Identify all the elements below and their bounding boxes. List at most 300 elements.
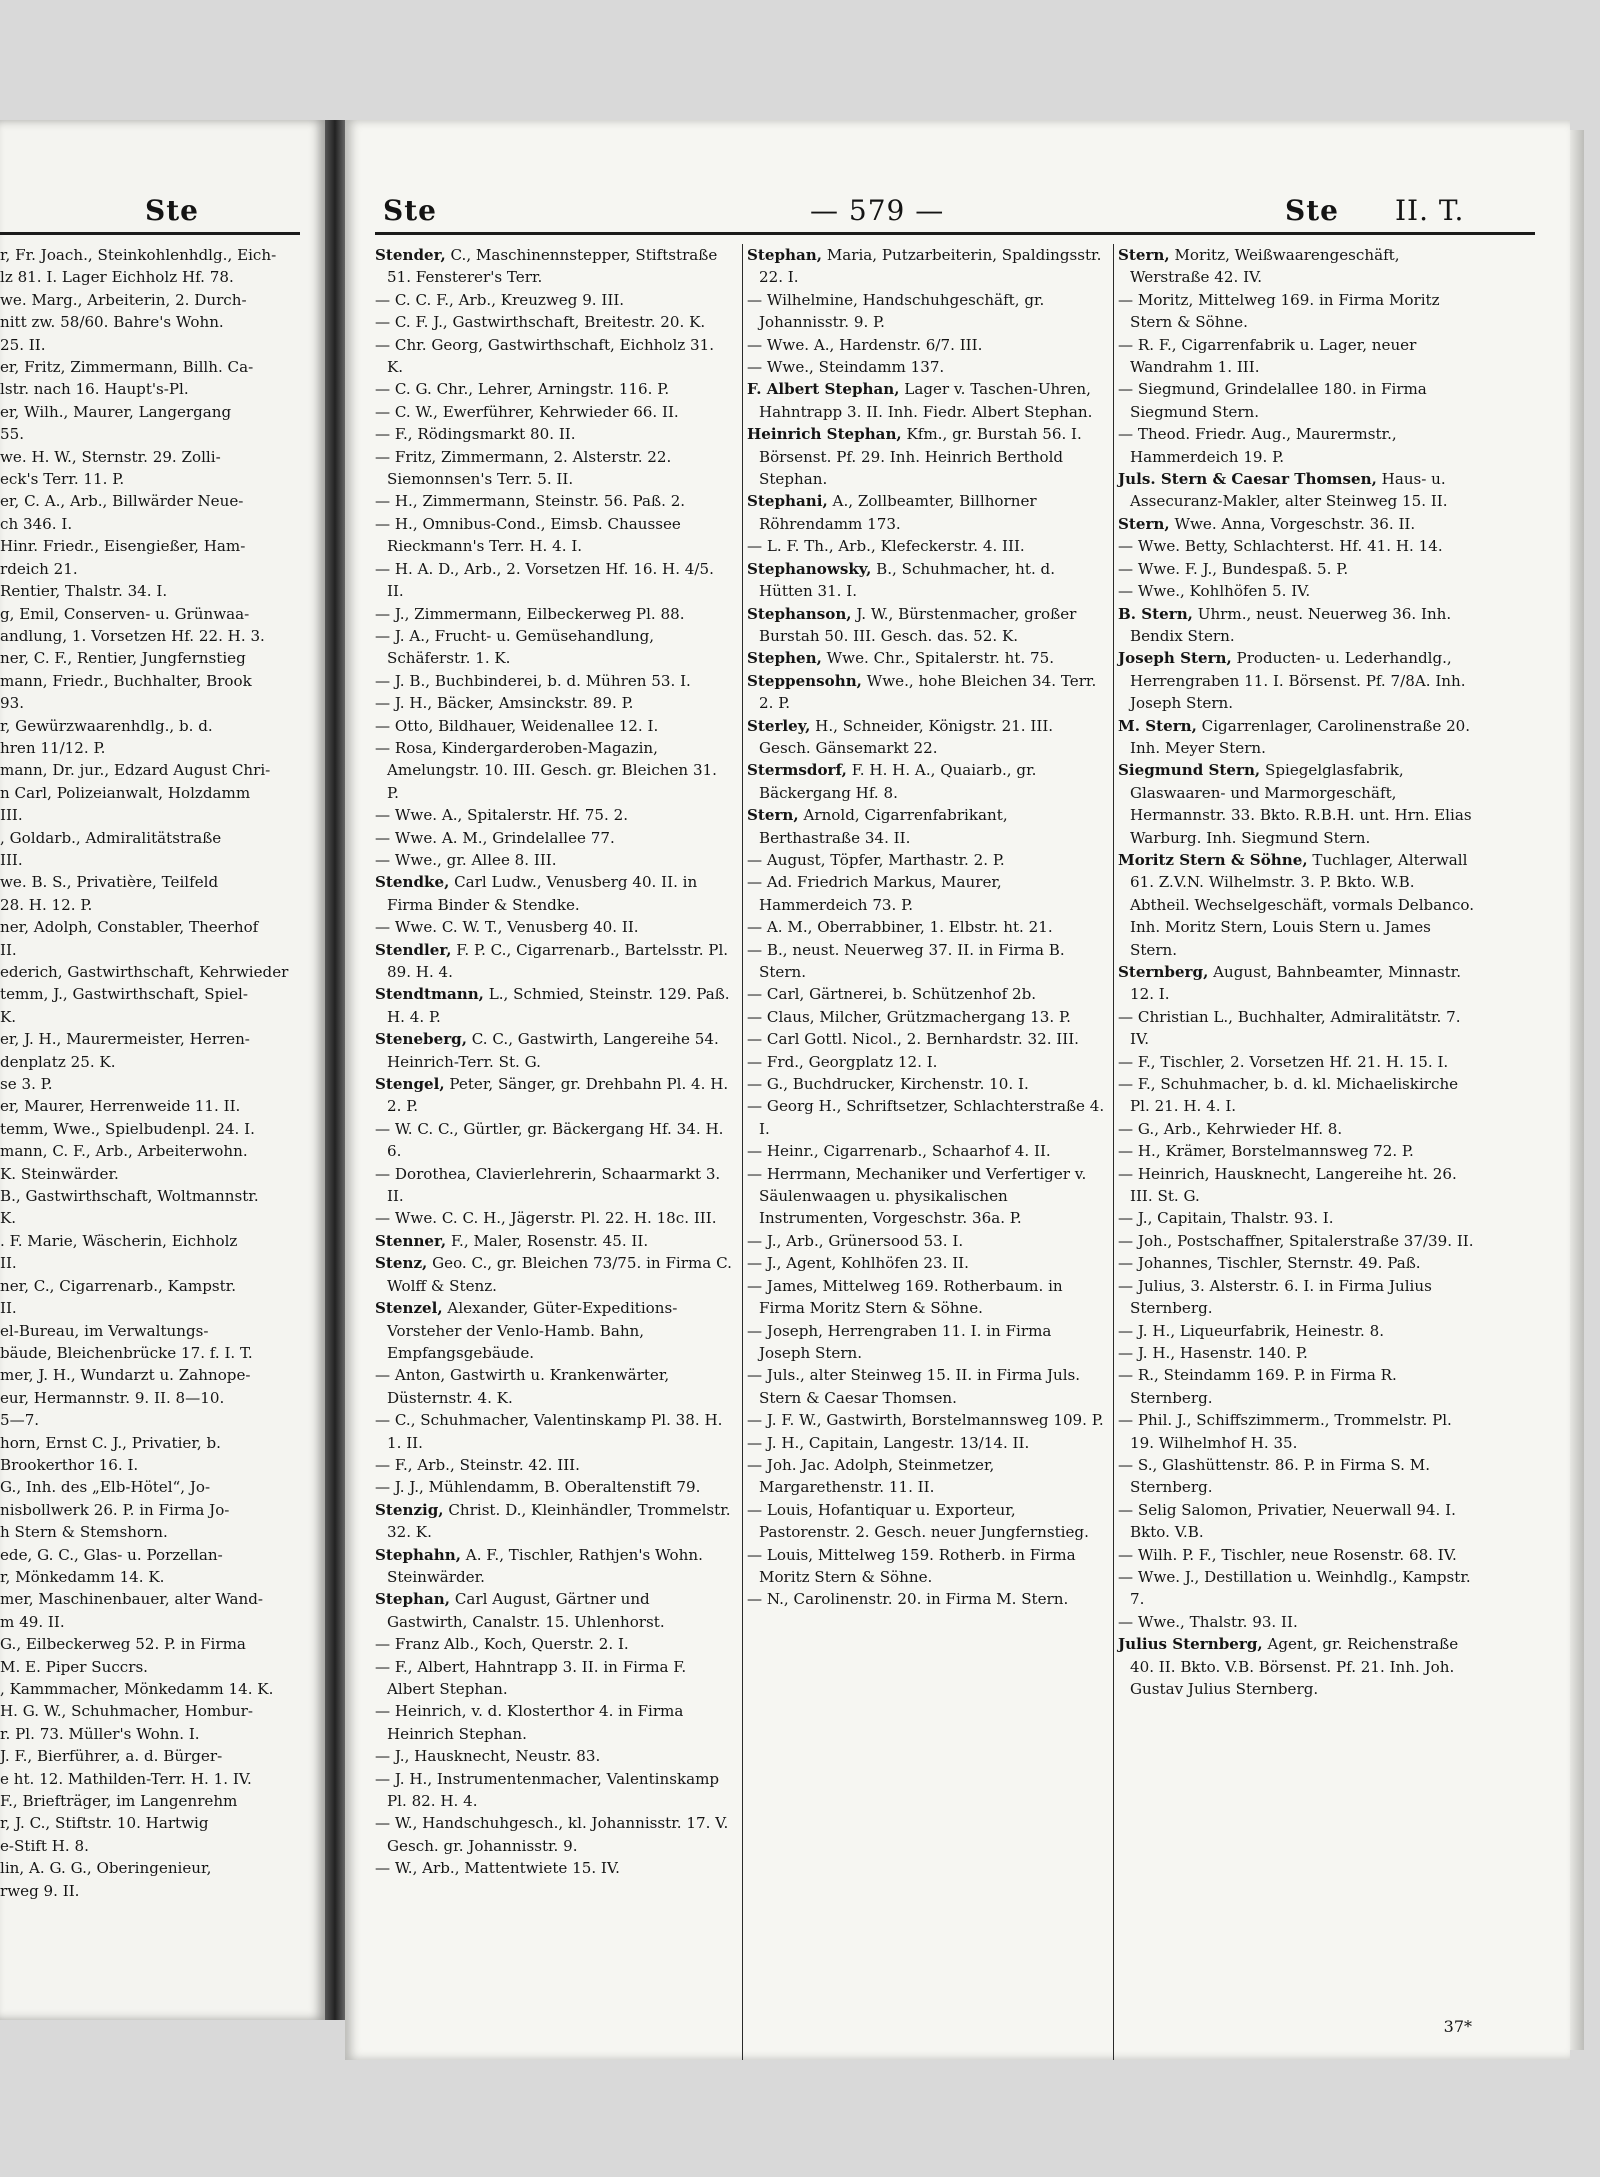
entry-name: Stenner, (375, 1231, 447, 1250)
entry-details: Carl Ludw., Venusberg 40. II. in Firma Binder & Stendke. (387, 873, 698, 914)
entry-details: — Wwe., Kohlhöfen 5. IV. (1118, 582, 1311, 601)
left-page-line: F., Briefträger, im Langenrehm (0, 1792, 238, 1811)
directory-entry (375, 1633, 733, 1655)
left-page-line: Rentier, Thalstr. 34. I. (0, 582, 168, 601)
left-page-line: III. (0, 850, 23, 869)
left-page-line: e-Stift H. 8. (0, 1836, 89, 1855)
directory-entry (1118, 1252, 1476, 1274)
directory-entry (375, 871, 733, 916)
left-page-line: e ht. 12. Mathilden-Terr. H. 1. IV. (0, 1769, 252, 1788)
directory-entry (1118, 378, 1476, 423)
directory-entry (747, 916, 1105, 938)
directory-entry (375, 446, 733, 491)
entry-details: — J. H., Hasenstr. 140. P. (1118, 1343, 1308, 1362)
directory-entry (1118, 580, 1476, 602)
left-page-line: K. (0, 1209, 17, 1228)
directory-entry (1118, 1454, 1476, 1499)
directory-entry (375, 1252, 733, 1297)
entry-details: — J. H., Bäcker, Amsinckstr. 89. P. (375, 694, 634, 713)
entry-name: Moritz Stern & Söhne, (1118, 850, 1308, 869)
left-page-line: ner, Adolph, Constabler, Theerhof (0, 918, 259, 937)
left-page-line: lstr. nach 16. Haupt's-Pl. (0, 380, 189, 399)
entry-name: F. Albert Stephan, (747, 380, 900, 399)
entry-details: — Wilhelmine, Handschuhgeschäft, gr. Johannisstr. 9. P. (747, 290, 1045, 332)
directory-entry (1118, 961, 1476, 1006)
entry-details: H., Schneider, Königstr. 21. III. Gesch. Gänsemarkt 22. (759, 716, 1054, 757)
book-gutter (325, 120, 345, 2020)
entry-details: — Wwe., Steindamm 137. (747, 358, 945, 377)
entry-name: Julius Sternberg, (1118, 1635, 1263, 1654)
entry-details: — F., Schuhmacher, b. d. kl. Michaeliskirche Pl. 21. H. 4. I. (1118, 1075, 1459, 1116)
directory-entry (375, 939, 733, 984)
directory-entry (375, 1207, 733, 1229)
left-page-line: we. Marg., Arbeiterin, 2. Durch- (0, 290, 247, 309)
left-page-line: er, J. H., Maurermeister, Herren- (0, 1030, 250, 1049)
entry-details: Wwe. Chr., Spitalerstr. ht. 75. (821, 649, 1055, 668)
left-header-rule (0, 232, 300, 235)
page-edge (1570, 130, 1584, 2050)
directory-entry (375, 1700, 733, 1745)
left-page-line: 28. H. 12. P. (0, 895, 93, 914)
entry-details: — Phil. J., Schiffszimmerm., Trommelstr. Pl. 19. Wilhelmhof H. 35. (1118, 1411, 1452, 1452)
directory-entry (1118, 1409, 1476, 1454)
entry-name: Stern, (1118, 514, 1170, 533)
entry-details: Geo. C., gr. Bleichen 73/75. in Firma C. Wolff & Stenz. (387, 1254, 732, 1295)
directory-entry (375, 490, 733, 512)
entry-details: — Dorothea, Clavierlehrerin, Schaarmarkt 3. II. (375, 1164, 721, 1206)
left-page-line: G., Eilbeckerweg 52. P. in Firma (0, 1635, 246, 1654)
entry-name: Stephanowsky, (747, 559, 872, 578)
directory-entry (375, 1409, 733, 1454)
left-page-line: hren 11/12. P. (0, 738, 106, 757)
entry-details: — J., Agent, Kohlhöfen 23. II. (747, 1254, 969, 1273)
directory-entry (375, 1812, 733, 1857)
entry-details: — G., Buchdrucker, Kirchenstr. 10. I. (747, 1075, 1029, 1094)
directory-entry (375, 289, 733, 311)
directory-entry (1118, 1230, 1476, 1252)
entry-details: Maria, Putzarbeiterin, Spaldingsstr. 22. I. (759, 246, 1102, 287)
directory-entry (1118, 513, 1476, 535)
entry-details: — C. C. F., Arb., Kreuzweg 9. III. (375, 290, 625, 309)
left-page-line: er, Fritz, Zimmermann, Billh. Ca- (0, 358, 254, 377)
entry-details: — Joh., Postschaffner, Spitalerstraße 37/39. II. (1118, 1231, 1474, 1250)
entry-details: — Wwe. J., Destillation u. Weinhdlg., Kampstr. 7. (1118, 1567, 1471, 1609)
directory-entry (375, 1745, 733, 1767)
directory-entry (1118, 244, 1476, 289)
left-page-line: Hinr. Friedr., Eisengießer, Ham- (0, 537, 246, 556)
entry-details: — J. B., Buchbinderei, b. d. Mühren 53. I. (375, 671, 691, 690)
entry-details: — Anton, Gastwirth u. Krankenwärter, Düsternstr. 4. K. (375, 1366, 670, 1407)
left-page-line: temm, Wwe., Spielbudenpl. 24. I. (0, 1119, 255, 1138)
entry-name: Stermsdorf, (747, 761, 847, 780)
entry-details: Moritz, Weißwaarengeschäft, Werstraße 42. IV. (1130, 246, 1400, 287)
entry-details: August, Bahnbeamter, Minnastr. 12. I. (1130, 963, 1462, 1004)
directory-entry (1118, 1633, 1476, 1700)
directory-entry (375, 311, 733, 333)
entry-details: Tuchlager, Alterwall 61. Z.V.N. Wilhelmstr. 3. P. Bkto. W.B. Abtheil. Wechselgeschäft, vormals Delbanco. Inh. Moritz Stern, Louis Stern u. James Stern. (1130, 850, 1475, 959)
left-page-line: ner, C., Cigarrenarb., Kampstr. (0, 1276, 237, 1295)
left-page-line: 5—7. (0, 1411, 40, 1430)
left-page-line: H. G. W., Schuhmacher, Hombur- (0, 1702, 253, 1721)
entry-details: — Chr. Georg, Gastwirthschaft, Eichholz 31. K. (375, 335, 715, 377)
left-page-line: mann, Dr. jur., Edzard August Chri- (0, 761, 271, 780)
entry-name: Stenz, (375, 1254, 428, 1273)
left-page-line: mer, J. H., Wundarzt u. Zahnope- (0, 1366, 251, 1385)
directory-entry (375, 558, 733, 603)
left-head: Ste (383, 194, 437, 227)
directory-entry (747, 1499, 1105, 1544)
entry-details: — Wilh. P. F., Tischler, neue Rosenstr. 68. IV. (1118, 1545, 1457, 1564)
entry-name: Stender, (375, 246, 446, 264)
left-page-line: r, Gewürzwaarenhdlg., b. d. (0, 716, 213, 735)
directory-entry (747, 1252, 1105, 1274)
entry-details: — Johannes, Tischler, Sternstr. 49. Paß. (1118, 1254, 1421, 1273)
entry-details: — J. J., Mühlendamm, B. Oberaltenstift 79. (375, 1478, 701, 1497)
directory-entry (375, 1857, 733, 1879)
directory-entry (747, 535, 1105, 557)
entry-details: C. C., Gastwirth, Langereihe 54. Heinrich-Terr. St. G. (387, 1030, 719, 1071)
left-running-head: Ste (145, 194, 199, 227)
entry-name: Sternberg, (1118, 963, 1209, 981)
directory-entry (747, 603, 1105, 648)
entry-name: Stendler, (375, 940, 452, 959)
right-page (345, 120, 1570, 2060)
entry-details: — Wwe. A. M., Grindelallee 77. (375, 828, 615, 847)
entry-name: Stephan, (375, 1590, 451, 1609)
directory-entry (747, 558, 1105, 603)
part-label: II. T. (1395, 194, 1465, 227)
directory-entry (747, 1364, 1105, 1409)
directory-entry (1118, 849, 1476, 961)
directory-entry (747, 871, 1105, 916)
entry-details: A., Zollbeamter, Billhorner Röhrendamm 173. (759, 492, 1037, 533)
entry-details: Kfm., gr. Burstah 56. I. Börsenst. Pf. 29. Inh. Heinrich Berthold Stephan. (759, 425, 1082, 489)
directory-entry (747, 490, 1105, 535)
directory-entry (375, 334, 733, 379)
left-page-line: we. B. S., Privatière, Teilfeld (0, 873, 219, 892)
entry-details: — F., Rödingsmarkt 80. II. (375, 425, 576, 444)
entry-details: — Heinrich, v. d. Klosterthor 4. in Firma Heinrich Stephan. (375, 1702, 684, 1743)
directory-entry (1118, 1499, 1476, 1544)
entry-name: Stendtmann, (375, 985, 484, 1004)
entry-details: — G., Arb., Kehrwieder Hf. 8. (1118, 1119, 1343, 1138)
entry-details: — F., Tischler, 2. Vorsetzen Hf. 21. H. 15. I. (1118, 1052, 1449, 1071)
entry-details: — Joseph, Herrengraben 11. I. in Firma Joseph Stern. (747, 1321, 1052, 1362)
directory-entry (375, 1768, 733, 1813)
left-page-line: h Stern & Stemshorn. (0, 1523, 168, 1542)
entry-details: — Georg H., Schriftsetzer, Schlachterstraße 4. I. (747, 1097, 1105, 1138)
left-page-line: J. F., Bierführer, a. d. Bürger- (0, 1747, 223, 1766)
directory-entry (375, 1454, 733, 1476)
entry-details: — J. H., Liqueurfabrik, Heinestr. 8. (1118, 1321, 1384, 1340)
entry-details: F. P. C., Cigarrenarb., Bartelsstr. Pl. 89. H. 4. (387, 940, 729, 981)
left-page-line: B., Gastwirthschaft, Woltmannstr. (0, 1187, 259, 1206)
entry-details: — James, Mittelweg 169. Rotherbaum. in Firma Moritz Stern & Söhne. (747, 1276, 1063, 1318)
left-page-line: II. (0, 940, 17, 959)
entry-details: — Frd., Georgplatz 12. I. (747, 1052, 938, 1071)
entry-details: Cigarrenlager, Carolinenstraße 20. Inh. Meyer Stern. (1130, 716, 1471, 757)
directory-entry (747, 715, 1105, 760)
directory-entry (747, 647, 1105, 669)
entry-name: Stengel, (375, 1075, 445, 1094)
entry-name: Stenzig, (375, 1500, 444, 1519)
entry-details: — H., Omnibus-Cond., Eimsb. Chaussee Rieckmann's Terr. H. 4. I. (375, 514, 681, 556)
left-page-line: er, Wilh., Maurer, Langergang (0, 402, 232, 421)
directory-entry (375, 983, 733, 1028)
entry-details: — C., Schuhmacher, Valentinskamp Pl. 38. H. 1. II. (375, 1411, 723, 1452)
directory-entry (375, 1028, 733, 1073)
directory-entry (1118, 1544, 1476, 1566)
left-page-line: n Carl, Polizeianwalt, Holzdamm (0, 783, 251, 802)
entry-details: — Theod. Friedr. Aug., Maurermstr., Hammerdeich 19. P. (1118, 425, 1397, 466)
entry-name: Stendke, (375, 873, 450, 892)
directory-entry (1118, 1342, 1476, 1364)
directory-entry (375, 603, 733, 625)
entry-details: — H., Krämer, Borstelmannsweg 72. P. (1118, 1142, 1414, 1161)
left-page-line: . F. Marie, Wäscherin, Eichholz (0, 1231, 238, 1250)
entry-details: — W. C. C., Gürtler, gr. Bäckergang Hf. 34. H. 6. (375, 1119, 724, 1161)
entry-name: Stephanson, (747, 604, 852, 623)
directory-entry (747, 289, 1105, 334)
left-page-line: nitt zw. 58/60. Bahre's Wohn. (0, 313, 224, 332)
entry-details: — F., Arb., Steinstr. 42. III. (375, 1455, 580, 1474)
entry-name: Steppensohn, (747, 671, 862, 690)
left-page-line: M. E. Piper Succrs. (0, 1657, 148, 1676)
directory-entry (1118, 603, 1476, 648)
entry-details: — J. A., Frucht- u. Gemüsehandlung, Schäferstr. 1. K. (375, 626, 655, 668)
directory-entry (747, 1454, 1105, 1499)
left-page-line: el-Bureau, im Verwaltungs- (0, 1321, 209, 1340)
directory-entry (375, 423, 733, 445)
directory-entry (375, 737, 733, 804)
directory-entry (1118, 334, 1476, 379)
directory-entry (375, 1544, 733, 1589)
left-page-line: lin, A. G. G., Oberingenieur, (0, 1859, 212, 1878)
left-page-line: mann, Friedr., Buchhalter, Brook (0, 671, 252, 690)
entry-name: Stephan, (747, 246, 823, 264)
entry-details: — Wwe., gr. Allee 8. III. (375, 850, 557, 869)
header-rule (375, 232, 1535, 235)
entry-name: Joseph Stern, (1118, 649, 1232, 668)
entry-details: Haus- u. Assecuranz-Makler, alter Steinweg 15. II. (1130, 470, 1448, 511)
entry-details: — A. M., Oberrabbiner, 1. Elbstr. ht. 21. (747, 918, 1053, 937)
left-page-line: er, C. A., Arb., Billwärder Neue- (0, 492, 244, 511)
directory-entry (747, 849, 1105, 871)
left-page-line: K. (0, 1007, 17, 1026)
entry-details: — Carl, Gärtnerei, b. Schützenhof 2b. (747, 985, 1037, 1004)
directory-entry (375, 1499, 733, 1544)
entry-details: — Heinrich, Hausknecht, Langereihe ht. 26. III. St. G. (1118, 1164, 1457, 1206)
entry-details: — N., Carolinenstr. 20. in Firma M. Stern. (747, 1590, 1069, 1609)
directory-entry (1118, 1566, 1476, 1611)
directory-entry (747, 1163, 1105, 1230)
left-page-line: 55. (0, 425, 25, 444)
left-page-line: g, Emil, Conserven- u. Grünwaa- (0, 604, 250, 623)
directory-entry (1118, 535, 1476, 557)
left-page-line: G., Inh. des „Elb-Hötel“, Jo- (0, 1478, 211, 1497)
entry-name: Steneberg, (375, 1030, 467, 1049)
entry-details: — C. W., Ewerführer, Kehrwieder 66. II. (375, 402, 679, 421)
left-page-line: se 3. P. (0, 1075, 53, 1094)
entry-details: — Wwe. C. C. H., Jägerstr. Pl. 22. H. 18c. III. (375, 1209, 717, 1228)
directory-entry (375, 827, 733, 849)
entry-name: Sterley, (747, 716, 811, 735)
directory-entry (747, 939, 1105, 984)
entry-details: Alexander, Güter-Expeditions-Vorsteher der Venlo-Hamb. Bahn, Empfangsgebäude. (387, 1299, 678, 1362)
left-page-line: Brookerthor 16. I. (0, 1455, 139, 1474)
page-number: — 579 — (810, 194, 945, 227)
directory-entry (375, 670, 733, 692)
entry-details: — Julius, 3. Alsterstr. 6. I. in Firma Julius Sternberg. (1118, 1276, 1432, 1318)
entry-name: Heinrich Stephan, (747, 425, 902, 444)
entry-details: — Wwe., Thalstr. 93. II. (1118, 1612, 1298, 1631)
entry-details: — F., Albert, Hahntrapp 3. II. in Firma F. Albert Stephan. (375, 1657, 687, 1698)
left-page-line: nisbollwerk 26. P. in Firma Jo- (0, 1500, 230, 1519)
left-page-line: II. (0, 1299, 17, 1318)
entry-details: — J., Zimmermann, Eilbeckerweg Pl. 88. (375, 604, 685, 623)
directory-entry (747, 983, 1105, 1005)
left-page-line: K. Steinwärder. (0, 1164, 119, 1183)
left-page-line: rdeich 21. (0, 559, 78, 578)
directory-entry (747, 423, 1105, 490)
entry-details: — Louis, Hofantiquar u. Exporteur, Pastorenstr. 2. Gesch. neuer Jungfernstieg. (747, 1500, 1089, 1542)
left-page-line: temm, J., Gastwirthschaft, Spiel- (0, 985, 248, 1004)
directory-entry (1118, 647, 1476, 714)
left-page-line: lz 81. I. Lager Eichholz Hf. 78. (0, 268, 234, 287)
entry-details: — Wwe. C. W. T., Venusberg 40. II. (375, 918, 639, 937)
directory-entry (747, 1095, 1105, 1140)
column-1 (375, 244, 733, 1880)
directory-entry (747, 334, 1105, 356)
directory-entry (375, 1588, 733, 1633)
directory-entry (747, 1432, 1105, 1454)
entry-details: — J. H., Capitain, Langestr. 13/14. II. (747, 1433, 1030, 1452)
entry-details: Peter, Sänger, gr. Drehbahn Pl. 4. H. 2. P. (387, 1075, 729, 1116)
entry-details: A. F., Tischler, Rathjen's Wohn. Steinwärder. (387, 1545, 703, 1586)
left-page-line: II. (0, 1254, 17, 1273)
directory-entry (1118, 759, 1476, 849)
entry-details: — Selig Salomon, Privatier, Neuerwall 94. I. Bkto. V.B. (1118, 1500, 1456, 1542)
entry-details: — Ad. Friedrich Markus, Maurer, Hammerdeich 73. P. (747, 873, 1002, 914)
entry-details: — August, Töpfer, Marthastr. 2. P. (747, 850, 1005, 869)
directory-entry (375, 625, 733, 670)
directory-entry (747, 244, 1105, 289)
entry-details: — Christian L., Buchhalter, Admiralitätstr. 7. IV. (1118, 1007, 1461, 1049)
column-rule-1 (742, 244, 743, 2060)
entry-name: Stenzel, (375, 1299, 443, 1318)
directory-entry (747, 356, 1105, 378)
entry-details: — Rosa, Kindergarderoben-Magazin, Amelungstr. 10. III. Gesch. gr. Bleichen 31. P. (375, 738, 717, 802)
left-page-line: andlung, 1. Vorsetzen Hf. 22. H. 3. (0, 626, 265, 645)
directory-entry (1118, 1364, 1476, 1409)
entry-details: — J. H., Instrumentenmacher, Valentinskamp Pl. 82. H. 4. (375, 1769, 720, 1811)
directory-entry (1118, 289, 1476, 334)
entry-details: — Wwe. A., Spitalerstr. Hf. 75. 2. (375, 806, 628, 825)
left-page-line: rweg 9. II. (0, 1881, 80, 1900)
column-rule-2 (1113, 244, 1114, 2060)
directory-entry (1118, 423, 1476, 468)
left-page-line: r. Pl. 73. Müller's Wohn. I. (0, 1724, 200, 1743)
directory-entry (1118, 1611, 1476, 1633)
directory-entry (375, 1163, 733, 1208)
directory-entry (747, 1230, 1105, 1252)
directory-entry (747, 759, 1105, 804)
left-page-line: eur, Hermannstr. 9. II. 8—10. (0, 1388, 225, 1407)
left-page-line: mer, Maschinenbauer, alter Wand- (0, 1590, 263, 1609)
entry-details: L., Schmied, Steinstr. 129. Paß. H. 4. P. (387, 985, 730, 1026)
entry-details: — R. F., Cigarrenfabrik u. Lager, neuer Wandrahm 1. III. (1118, 335, 1417, 377)
entry-details: F., Maler, Rosenstr. 45. II. (446, 1231, 649, 1250)
entry-details: Uhrm., neust. Neuerweg 36. Inh. Bendix Stern. (1130, 604, 1452, 645)
column-2 (747, 244, 1105, 1611)
directory-entry (747, 1320, 1105, 1365)
entry-name: Stern, (1118, 246, 1170, 264)
entry-details: B., Schuhmacher, ht. d. Hütten 31. I. (759, 559, 1056, 601)
directory-entry (747, 378, 1105, 423)
entry-details: — W., Handschuhgesch., kl. Johannisstr. 17. V. Gesch. gr. Johannisstr. 9. (375, 1814, 729, 1855)
entry-details: — Joh. Jac. Adolph, Steinmetzer, Margarethenstr. 11. II. (747, 1455, 995, 1497)
left-page-line: 25. II. (0, 335, 46, 354)
directory-entry (747, 1409, 1105, 1431)
directory-entry (1118, 1006, 1476, 1051)
entry-details: — Wwe. F. J., Bundespaß. 5. P. (1118, 559, 1349, 578)
right-head: Ste (1285, 194, 1339, 227)
directory-entry (747, 670, 1105, 715)
left-page-line: m 49. II. (0, 1612, 65, 1631)
entry-details: — J., Capitain, Thalstr. 93. I. (1118, 1209, 1334, 1228)
entry-details: F. H. H. A., Quaiarb., gr. Bäckergang Hf. 8. (759, 761, 1037, 802)
left-page-line: , Kammmacher, Mönkedamm 14. K. (0, 1680, 274, 1698)
directory-entry (375, 804, 733, 826)
entry-details: — Otto, Bildhauer, Weidenallee 12. I. (375, 716, 659, 735)
directory-entry (747, 1544, 1105, 1589)
column-3 (1118, 244, 1476, 1700)
entry-details: — Wwe. A., Hardenstr. 6/7. III. (747, 335, 983, 354)
directory-entry (375, 1118, 733, 1163)
directory-entry (1118, 1207, 1476, 1229)
entry-name: B. Stern, (1118, 604, 1193, 623)
directory-entry (375, 849, 733, 871)
directory-entry (375, 1297, 733, 1364)
entry-details: — B., neust. Neuerweg 37. II. in Firma B. Stern. (747, 940, 1065, 981)
entry-details: J. W., Bürstenmacher, großer Burstah 50. III. Gesch. das. 52. K. (759, 604, 1077, 645)
entry-details: Wwe. Anna, Vorgeschstr. 36. II. (1169, 514, 1416, 533)
entry-details: — R., Steindamm 169. P. in Firma R. Sternberg. (1118, 1366, 1397, 1407)
directory-entry (1118, 1140, 1476, 1162)
entry-details: — J., Hausknecht, Neustr. 83. (375, 1747, 601, 1766)
directory-entry (375, 244, 733, 289)
directory-entry (1118, 1275, 1476, 1320)
entry-details: — H. A. D., Arb., 2. Vorsetzen Hf. 16. H. 4/5. II. (375, 559, 714, 601)
entry-details: — Carl Gottl. Nicol., 2. Bernhardstr. 32. III. (747, 1030, 1079, 1049)
left-page-line: r, Fr. Joach., Steinkohlenhdlg., Eich- (0, 246, 277, 264)
entry-details: — Fritz, Zimmermann, 2. Alsterstr. 22. Siemonnsen's Terr. 5. II. (375, 447, 672, 489)
entry-details: — Heinr., Cigarrenarb., Schaarhof 4. II. (747, 1142, 1051, 1161)
entry-details: — J., Arb., Grünersood 53. I. (747, 1231, 964, 1250)
directory-entry (747, 1275, 1105, 1320)
left-page-line: , Goldarb., Admiralitätstraße (0, 828, 222, 847)
directory-entry (375, 692, 733, 714)
directory-entry (1118, 1051, 1476, 1073)
entry-details: — H., Zimmermann, Steinstr. 56. Paß. 2. (375, 492, 686, 511)
entry-details: — C. G. Chr., Lehrer, Arningstr. 116. P. (375, 380, 670, 399)
entry-name: Stern, (747, 806, 799, 825)
directory-entry (375, 1656, 733, 1701)
left-page-line: ch 346. I. (0, 514, 73, 533)
directory-entry (375, 401, 733, 423)
left-page-line: denplatz 25. K. (0, 1052, 116, 1071)
left-page-line: ederich, Gastwirthschaft, Kehrwieder (0, 963, 289, 981)
